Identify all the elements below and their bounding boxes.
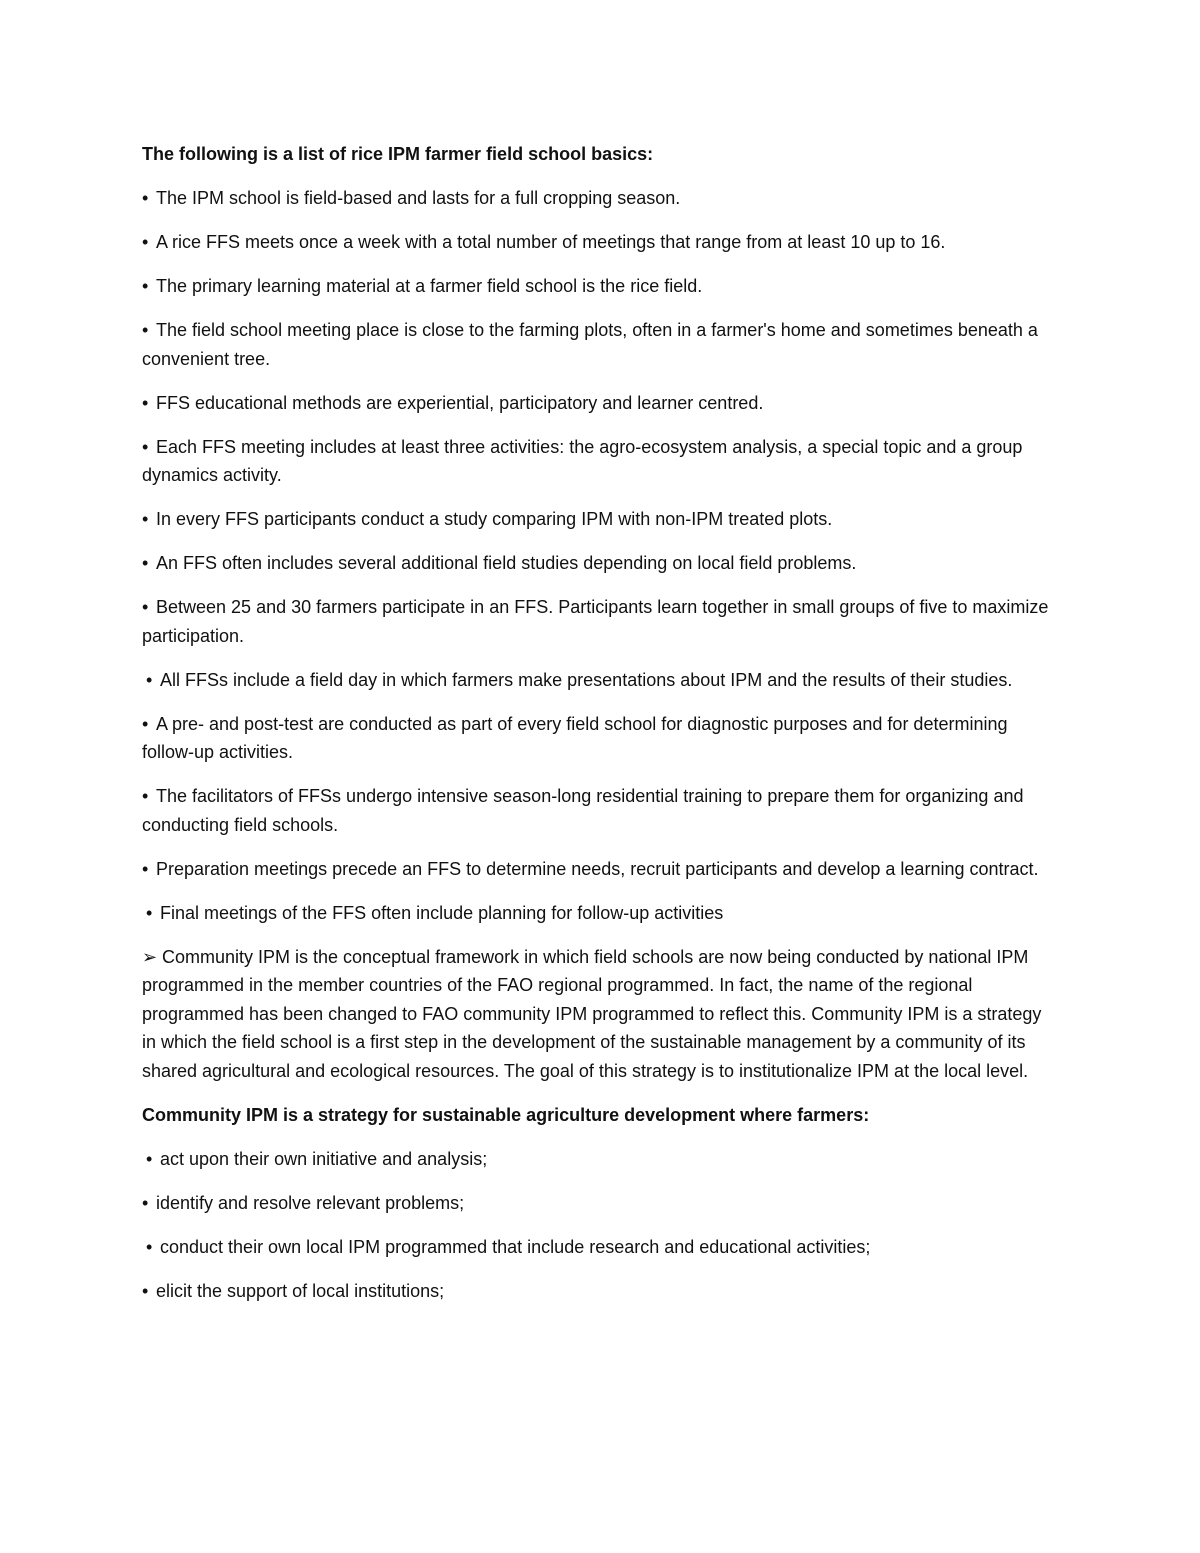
list-item (142, 184, 1057, 213)
paragraph-text: Community IPM is the conceptual framework in which field schools are now being conducted by national IPM programmed in the member countries of the FAO regional programmed. In fact, the name of the regional programmed has been changed to FAO community IPM programmed to reflect this. Community IPM is a strategy in which the field school is a first step in the development of the sustainable management by a community of its shared agricultural and ecological resources. The goal of this strategy is to institutionalize IPM at the local level. (142, 946, 1042, 1081)
bullet-icon: • (142, 188, 149, 208)
list-item-text: The field school meeting place is close to the farming plots, often in a farmer's home and sometimes beneath a convenient tree. (142, 320, 1038, 369)
bullet-icon: • (142, 1192, 149, 1213)
list-item (142, 899, 1057, 928)
list-item-text: Final meetings of the FFS often include planning for follow-up activities (160, 902, 724, 923)
bullet-icon: • (142, 276, 149, 296)
list-item-text: In every FFS participants conduct a study comparing IPM with non-IPM treated plots. (156, 509, 833, 529)
list-item (142, 272, 1057, 301)
list-item-text: A rice FFS meets once a week with a total number of meetings that range from at least 10 up to 16. (156, 232, 946, 252)
list-item-text: conduct their own local IPM programmed that include research and educational activities; (160, 1236, 871, 1257)
list-item (142, 549, 1057, 578)
list-item (142, 666, 1057, 695)
list-item (142, 782, 1057, 839)
list-item-text: identify and resolve relevant problems; (156, 1192, 465, 1213)
list-item (142, 228, 1057, 257)
bullet-icon: • (142, 509, 149, 529)
list-item-text: elicit the support of local institutions; (156, 1280, 445, 1301)
list-item (142, 710, 1057, 767)
list-item-text: A pre- and post-test are conducted as part of every field school for diagnostic purposes and for determining follow-up activities. (142, 713, 1008, 762)
list-item-text: All FFSs include a field day in which farmers make presentations about IPM and the results of their studies. (160, 669, 1013, 690)
bullet-icon: • (142, 713, 149, 734)
bullet-icon: • (142, 858, 149, 879)
arrow-bullet-icon: ➢ (142, 946, 158, 967)
list-item-text: Between 25 and 30 farmers participate in an FFS. Participants learn together in small groups of five to maximize participation. (142, 597, 1049, 646)
bullet-icon: • (142, 320, 149, 340)
strategy-heading: Community IPM is a strategy for sustainable agriculture development where farmers: (142, 1104, 870, 1125)
community-ipm-paragraph (142, 943, 1057, 1086)
bullet-icon: • (142, 786, 149, 806)
list-item-text: An FFS often includes several additional field studies depending on local field problems. (156, 553, 857, 573)
bullet-icon: • (146, 1148, 153, 1169)
bullet-icon: • (142, 232, 149, 252)
list-item (142, 505, 1057, 534)
list-item (142, 1233, 1057, 1262)
list-item-text: The facilitators of FFSs undergo intensive season-long residential training to prepare them for organizing and conducting field schools. (142, 786, 1024, 835)
list-item-text: Each FFS meeting includes at least three activities: the agro-ecosystem analysis, a special topic and a group dynamics activity. (142, 436, 1023, 485)
list-item (142, 593, 1057, 650)
document-body (142, 140, 1057, 1321)
list-item (142, 855, 1057, 884)
list-item (142, 316, 1057, 373)
list-item (142, 1145, 1057, 1174)
bullet-icon: • (142, 436, 149, 457)
bullet-icon: • (142, 1280, 149, 1301)
bullet-icon: • (142, 392, 149, 413)
list-item-text: The IPM school is field-based and lasts for a full cropping season. (156, 188, 681, 208)
list-heading: The following is a list of rice IPM farmer field school basics: (142, 144, 654, 164)
bullet-icon: • (146, 1236, 153, 1257)
list-item-text: FFS educational methods are experiential, participatory and learner centred. (156, 392, 764, 413)
list-item-text: Preparation meetings precede an FFS to determine needs, recruit participants and develop a learning contract. (156, 858, 1039, 879)
list-item (142, 433, 1057, 490)
bullet-icon: • (142, 597, 149, 617)
list-item-text: act upon their own initiative and analysis; (160, 1148, 488, 1169)
bullet-icon: • (146, 902, 153, 923)
list-item-text: The primary learning material at a farmer field school is the rice field. (156, 276, 703, 296)
bullet-icon: • (146, 669, 153, 690)
list-item (142, 389, 1057, 418)
bullet-icon: • (142, 553, 149, 573)
list-item (142, 1189, 1057, 1218)
list-item (142, 1277, 1057, 1306)
